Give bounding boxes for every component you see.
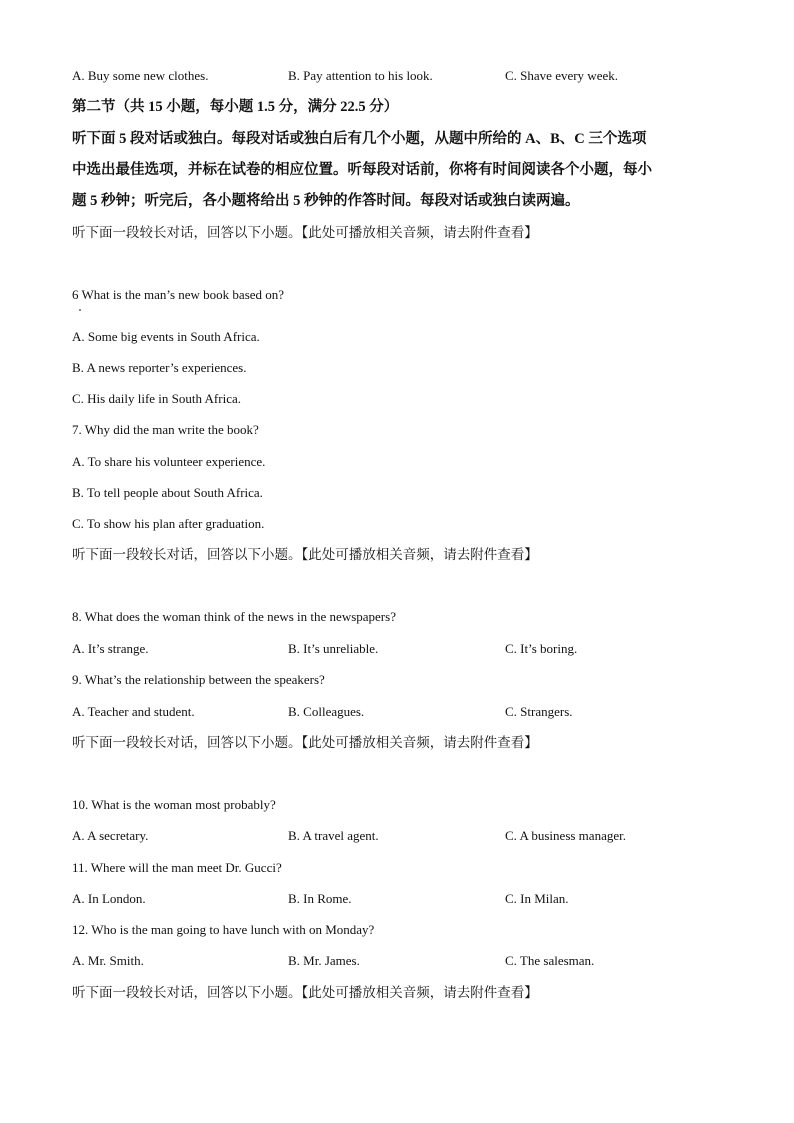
audio-note: 听下面一段较长对话，回答以下小题。【此处可播放相关音频，请去附件查看】	[72, 985, 538, 1000]
q8-option-b: B. It’s unreliable.	[288, 641, 379, 656]
q11-option-a: A. In London.	[72, 891, 146, 906]
q12-option-a: A. Mr. Smith.	[72, 953, 144, 968]
q12-option-b: B. Mr. James.	[288, 953, 360, 968]
q7-option-c: C. To show his plan after graduation.	[72, 516, 265, 531]
q6-option-b: B. A news reporter’s experiences.	[72, 360, 247, 375]
q10-option-a: A. A secretary.	[72, 828, 149, 843]
option-b: B. Pay attention to his look.	[288, 68, 433, 83]
q8-option-c: C. It’s boring.	[505, 641, 578, 656]
q9-option-c: C. Strangers.	[505, 704, 573, 719]
instruction-line-1: 听下面 5 段对话或独白。每段对话或独白后有几个小题，从题中所给的 A、B、C 三个选项	[72, 131, 647, 147]
question-7: 7. Why did the man write the book?	[72, 422, 259, 437]
section-title: 第二节（共 15 小题，每小题 1.5 分，满分 22.5 分）	[72, 99, 399, 115]
question-8: 8. What does the woman think of the news in the newspapers?	[72, 609, 396, 624]
question-6: 6 What is the man’s new book based on?	[72, 287, 285, 302]
q10-option-c: C. A business manager.	[505, 828, 626, 843]
q6-option-c: C. His daily life in South Africa.	[72, 391, 241, 406]
q7-option-a: A. To share his volunteer experience.	[72, 454, 266, 469]
option-c: C. Shave every week.	[505, 68, 618, 83]
audio-note: 听下面一段较长对话，回答以下小题。【此处可播放相关音频，请去附件查看】	[72, 225, 538, 240]
q10-option-b: B. A travel agent.	[288, 828, 379, 843]
instruction-line-3: 题 5 秒钟；听完后，各小题将给出 5 秒钟的作答时间。每段对话或独白读两遍。	[72, 193, 580, 209]
instruction-line-2: 中选出最佳选项，并标在试卷的相应位置。听每段对话前，你将有时间阅读各个小题，每小	[72, 162, 652, 178]
q7-option-b: B. To tell people about South Africa.	[72, 485, 263, 500]
option-a: A. Buy some new clothes.	[72, 68, 209, 83]
q8-option-a: A. It’s strange.	[72, 641, 149, 656]
q6-option-a: A. Some big events in South Africa.	[72, 329, 260, 344]
question-10: 10. What is the woman most probably?	[72, 797, 276, 812]
q12-option-c: C. The salesman.	[505, 953, 595, 968]
audio-note: 听下面一段较长对话，回答以下小题。【此处可播放相关音频，请去附件查看】	[72, 547, 538, 562]
audio-note: 听下面一段较长对话，回答以下小题。【此处可播放相关音频，请去附件查看】	[72, 735, 538, 750]
q9-option-a: A. Teacher and student.	[72, 704, 195, 719]
q11-option-b: B. In Rome.	[288, 891, 352, 906]
q9-option-b: B. Colleagues.	[288, 704, 365, 719]
stray-dot	[79, 309, 81, 311]
q11-option-c: C. In Milan.	[505, 891, 569, 906]
question-9: 9. What’s the relationship between the speakers?	[72, 672, 325, 687]
question-12: 12. Who is the man going to have lunch with on Monday?	[72, 922, 375, 937]
question-11: 11. Where will the man meet Dr. Gucci?	[72, 860, 282, 875]
